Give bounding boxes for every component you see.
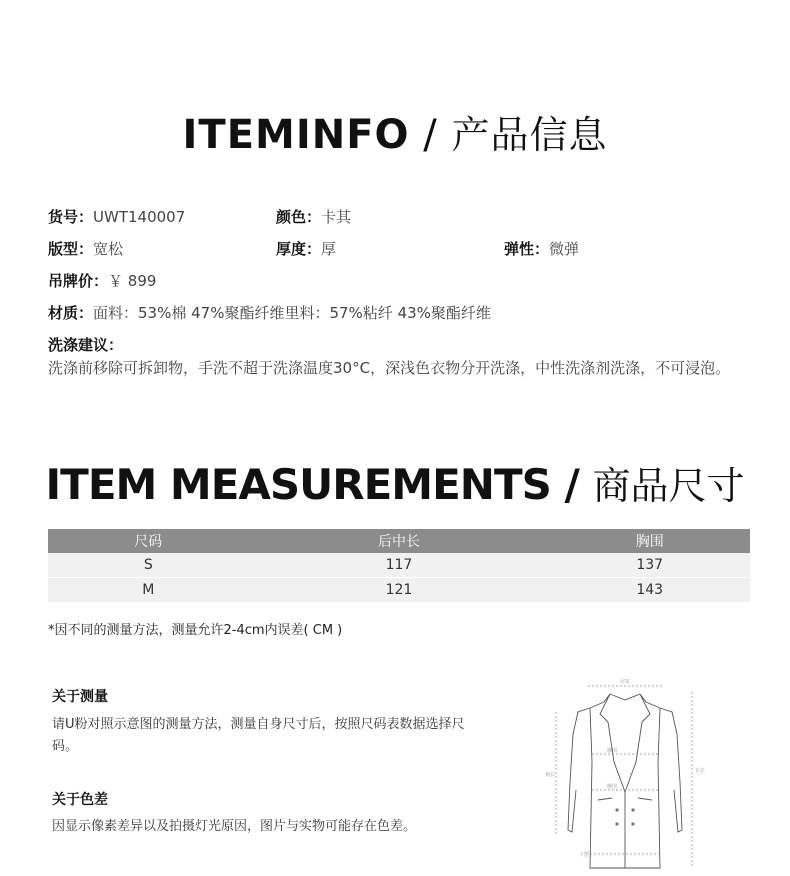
coat-outline (568, 694, 682, 868)
about-measure-text: 请U粉对照示意图的测量方法，测量自身尺寸后，按照尺码表数据选择尺码。 (52, 717, 465, 754)
cell-chest: 137 (549, 553, 750, 578)
field-price-label: 吊牌价： (48, 272, 109, 290)
field-fit-label: 版型： (48, 240, 94, 258)
field-elasticity-value: 微弹 (549, 240, 580, 258)
measurement-note: *因不同的测量方法，测量允许2-4cm内误差( CM ) (48, 623, 343, 638)
button-dot (615, 808, 618, 811)
shoulder-label: 肩宽 (619, 679, 631, 685)
waist-label: 腰围 (606, 784, 618, 790)
measurements-title (0, 455, 790, 510)
table-row (48, 578, 750, 603)
table-row (48, 553, 750, 578)
care-text: 洗涤前移除可拆卸物，手洗不超于洗涤温度30°C，深浅色衣物分开洗涤，中性洗涤剂洗涤，不可浸泡。 (48, 359, 731, 377)
field-color-label: 颜色： (276, 208, 322, 226)
field-material-label: 材质： (48, 304, 94, 322)
measurements-title-sep: / (550, 460, 593, 509)
care-title: 洗涤建议： (48, 336, 124, 354)
about-measure-title: 关于测量 (52, 689, 108, 705)
field-color-value: 卡其 (321, 208, 352, 226)
field-fit (48, 238, 123, 259)
measurements-title-en: ITEM MEASUREMENTS (45, 460, 551, 509)
length-label: 衣长 (694, 768, 706, 774)
button-dot (631, 822, 634, 825)
cell-size: S (48, 553, 249, 578)
size-table-header (48, 529, 750, 553)
field-color (276, 206, 351, 227)
measurements-title-cn: 商品尺寸 (592, 464, 745, 508)
header-size: 尺码 (48, 529, 249, 553)
cell-size: M (48, 578, 249, 603)
field-sku (48, 206, 185, 227)
field-material (48, 302, 491, 323)
size-table (48, 529, 750, 602)
field-thickness-value: 厚 (321, 240, 337, 258)
cell-back-length: 117 (249, 553, 550, 578)
field-price-value: ￥ 899 (108, 272, 157, 290)
cell-chest: 143 (549, 578, 750, 603)
button-dot (615, 822, 618, 825)
field-fit-value: 宽松 (93, 240, 124, 258)
field-elasticity (504, 238, 579, 259)
button-dot (631, 808, 634, 811)
item-info-title-en: ITEMINFO (182, 112, 410, 158)
field-thickness (276, 238, 336, 259)
sleeve-label: 袖长 (544, 772, 556, 778)
about-color-title: 关于色差 (52, 792, 108, 808)
item-info-title-cn: 产品信息 (451, 113, 608, 157)
hem-label: 下摆 (578, 852, 590, 858)
cell-back-length: 121 (249, 578, 550, 603)
header-back-length: 后中长 (249, 529, 550, 553)
chest-label: 胸围 (606, 748, 618, 754)
field-elasticity-label: 弹性： (504, 240, 550, 258)
header-chest: 胸围 (549, 529, 750, 553)
field-price (48, 270, 156, 291)
about-color-text: 因显示像素差异以及拍摄灯光原因，图片与实物可能存在色差。 (52, 819, 417, 834)
item-info-title-sep: / (409, 112, 452, 158)
field-thickness-label: 厚度： (276, 240, 322, 258)
coat-measurement-diagram (540, 672, 710, 876)
field-sku-value: UWT140007 (93, 208, 186, 226)
item-info-title (0, 104, 790, 159)
field-sku-label: 货号： (48, 208, 94, 226)
measure-lines (556, 686, 692, 868)
field-material-value: 面料：53%棉 47%聚酯纤维里料：57%粘纤 43%聚酯纤维 (93, 304, 491, 322)
